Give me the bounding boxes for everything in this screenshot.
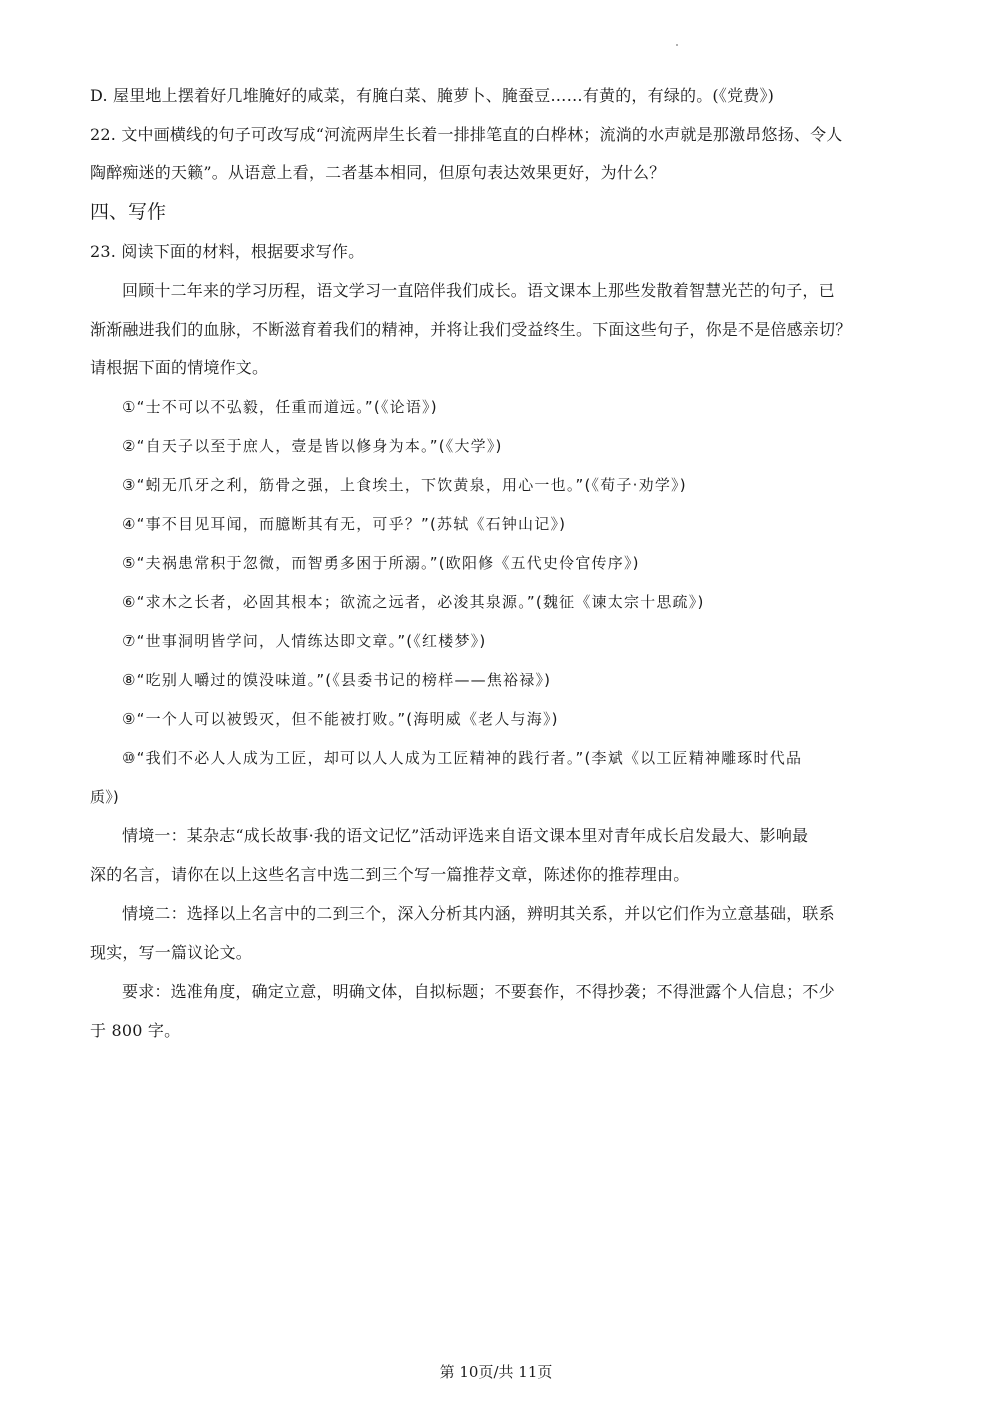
material-paragraph-line-2: 渐渐融进我们的血脉，不断滋育着我们的精神，并将让我们受益终生。下面这些句子，你是不是倍感亲切？: [90, 320, 852, 339]
quote-2: ②“自天子以至于庶人，壹是皆以修身为本。”(《大学》): [122, 437, 503, 455]
quote-6: ⑥“求木之长者，必固其根本；欲流之远者，必浚其泉源。”(魏征《谏太宗十思疏》): [122, 593, 705, 611]
question-22-line-1: 22. 文中画横线的句子可改写成“河流两岸生长着一排排笔直的白桦林；流淌的水声就是那激昂悠扬、令人: [90, 125, 843, 144]
question-23-prompt: 23. 阅读下面的材料，根据要求写作。: [90, 242, 365, 261]
quote-5: ⑤“夫祸患常积于忽微，而智勇多困于所溺。”(欧阳修《五代史伶官传序》): [122, 554, 640, 572]
quote-7: ⑦“世事洞明皆学问，人情练达即文章。”(《红楼梦》): [122, 632, 487, 650]
scenario-1-line-2: 深的名言，请你在以上这些名言中选二到三个写一篇推荐文章，陈述你的推荐理由。: [90, 865, 690, 884]
requirements-line-2: 于 800 字。: [90, 1021, 181, 1040]
scenario-2-line-1: 情境二：选择以上名言中的二到三个，深入分析其内涵，辨明其关系，并以它们作为立意基础，联系: [122, 904, 835, 923]
page-number-footer: 第 10页/共 11页: [439, 1363, 553, 1381]
scan-dot: [676, 44, 678, 46]
material-paragraph-line-3: 请根据下面的情境作文。: [90, 358, 269, 377]
question-22-line-2: 陶醉痴迷的天籁”。从语意上看，二者基本相同，但原句表达效果更好，为什么？: [90, 163, 666, 182]
quote-4: ④“事不目见耳闻，而臆断其有无，可乎？”(苏轼《石钟山记》): [122, 515, 567, 533]
quote-10-line-1: ⑩“我们不必人人成为工匠，却可以人人成为工匠精神的践行者。”(李斌《以工匠精神雕琢时代品: [122, 749, 803, 767]
quote-8: ⑧“吃别人嚼过的馍没味道。”(《县委书记的榜样——焦裕禄》): [122, 671, 552, 689]
scenario-1-line-1: 情境一：某杂志“成长故事·我的语文记忆”活动评选来自语文课本里对青年成长启发最大、影响最: [122, 826, 809, 845]
option-d-line: D. 屋里地上摆着好几堆腌好的咸菜，有腌白菜、腌萝卜、腌蚕豆……有黄的，有绿的。(《党费》): [90, 86, 775, 105]
quote-3: ③“蚓无爪牙之利，筋骨之强，上食埃土，下饮黄泉，用心一也。”(《荀子·劝学》): [122, 476, 687, 494]
quote-1: ①“士不可以不弘毅，任重而道远。”(《论语》): [122, 398, 438, 416]
quote-9: ⑨“一个人可以被毁灭，但不能被打败。”(海明威《老人与海》): [122, 710, 559, 728]
section-heading-writing: 四、写作: [90, 201, 167, 223]
quote-10-line-2: 质》): [90, 788, 119, 806]
material-paragraph-line-1: 回顾十二年来的学习历程，语文学习一直陪伴我们成长。语文课本上那些发散着智慧光芒的句子，已: [122, 281, 835, 300]
scenario-2-line-2: 现实，写一篇议论文。: [90, 943, 253, 962]
requirements-line-1: 要求：选准角度，确定立意，明确文体，自拟标题；不要套作，不得抄袭；不得泄露个人信息；不少: [122, 982, 835, 1001]
